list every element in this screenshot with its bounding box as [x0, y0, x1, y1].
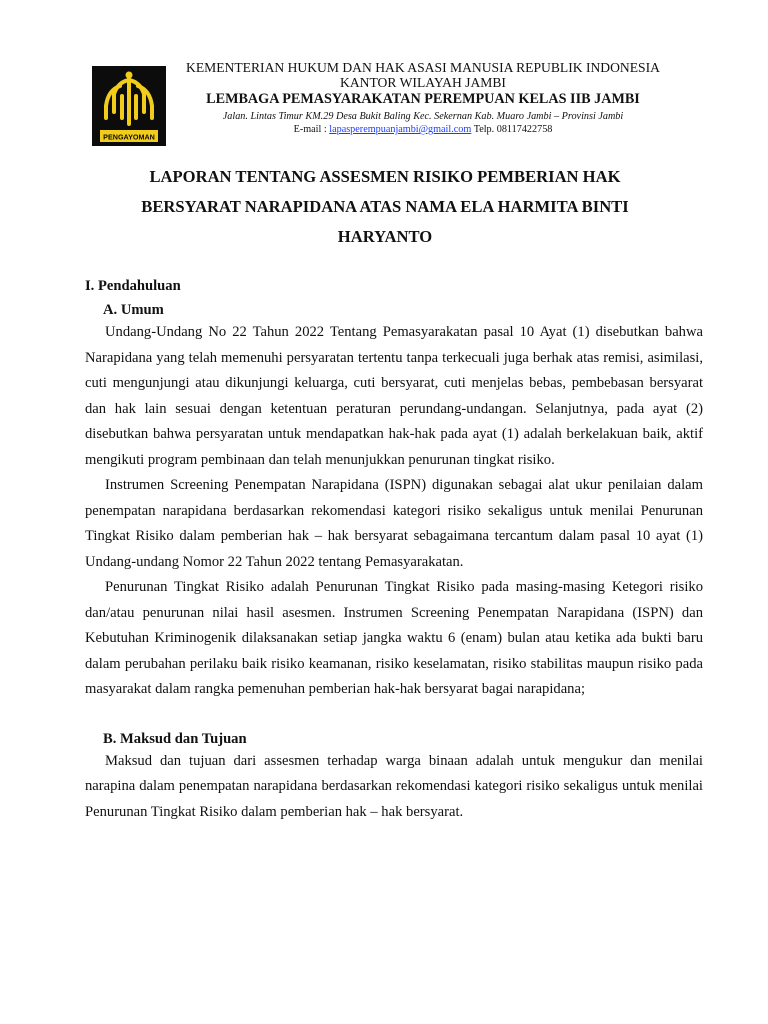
- regional-office: KANTOR WILAYAH JAMBI: [340, 75, 506, 90]
- report-title-line-3: HARYANTO: [337, 227, 433, 246]
- banyan-tree-emblem-icon: [92, 66, 166, 146]
- section-heading-introduction: I. Pendahuluan: [85, 278, 181, 294]
- logo-label: PENGAYOMAN: [103, 132, 155, 142]
- paragraph: Penurunan Tingkat Risiko adalah Penurunan Tingkat Risiko pada masing-masing Ketegori risiko dan/atau penurunan nilai hasil asesmen. Instrumen Screening Penempatan Narapidana (ISPN) dan Kebutuhan Kriminogenik dilaksanakan setiap jangka waktu 6 (enam) bulan atau ketika ada bukti baru dalam perubahan perilaku baik risiko keamanan, risiko keselamatan, risiko stabilitas maupun risiko pada masyarakat dalam rangka pemenuhan pemberian hak-hak bersyarat bagai narapidana;: [85, 579, 703, 697]
- subsection-heading-general: A. Umum: [103, 302, 164, 318]
- report-title: [100, 162, 670, 252]
- contact-line: [166, 123, 680, 136]
- letterhead: [92, 60, 680, 146]
- email-label: E-mail :: [293, 124, 327, 135]
- ministry-name: KEMENTERIAN HUKUM DAN HAK ASASI MANUSIA REPUBLIK INDONESIA: [186, 60, 660, 75]
- institution-name: LEMBAGA PEMASYARAKATAN PEREMPUAN KELAS IIB JAMBI: [206, 91, 640, 107]
- report-title-line-2: BERSYARAT NARAPIDANA ATAS NAMA ELA HARMITA BINTI: [141, 197, 629, 216]
- address: Jalan. Lintas Timur KM.29 Desa Bukit Baling Kec. Sekernan Kab. Muaro Jambi – Provinsi Jambi: [222, 111, 624, 122]
- report-title-line-1: LAPORAN TENTANG ASSESMEN RISIKO PEMBERIAN HAK: [149, 167, 621, 186]
- email-link[interactable]: lapasperempuanjambi@gmail.com: [329, 124, 472, 135]
- subsection-heading-purpose: B. Maksud dan Tujuan: [103, 730, 247, 747]
- letterhead-text: [166, 60, 680, 136]
- phone: Telp. 08117422758: [473, 124, 553, 135]
- paragraph: Undang-Undang No 22 Tahun 2022 Tentang Pemasyarakatan pasal 10 Ayat (1) disebutkan bahwa Narapidana yang telah memenuhi persyaratan tertentu tanpa terkecuali juga berhak atas remisi, asimilasi, cuti mengunjungi atau dikunjungi keluarga, cuti bersyarat, cuti menjelas bebas, pembebasan bersyarat dan hak lain sesuai dengan ketentuan peraturan perundang-undangan. Selanjutnya, pada ayat (2) disebutkan bahwa persyaratan untuk mendapatkan hak-hak pada ayat (1) adalah berkelakuan baik, aktif mengikuti program pembinaan dan telah menunjukkan penurunan tingkat risiko.: [85, 324, 703, 468]
- pengayoman-logo: [92, 66, 166, 146]
- document-body: [85, 276, 703, 825]
- paragraph: Maksud dan tujuan dari assesmen terhadap warga binaan adalah untuk mengukur dan menilai narapina dalam penempatan narapidana berdasarkan rekomendasi kategori risiko sekaligus untuk menilai Penurunan Tingkat Risiko dalam pemberian hak – hak bersyarat.: [85, 752, 703, 820]
- paragraph: Instrumen Screening Penempatan Narapidana (ISPN) digunakan sebagai alat ukur penilaian dalam penempatan narapidana berdasarkan rekomendasi kategori risiko sekaligus untuk menilai Penurunan Tingkat Risiko dalam pemberian hak – hak bersyarat sebagaimana tercantum dalam pasal 10 ayat (1) Undang-undang Nomor 22 Tahun 2022 tentang Pemasyarakatan.: [85, 477, 703, 570]
